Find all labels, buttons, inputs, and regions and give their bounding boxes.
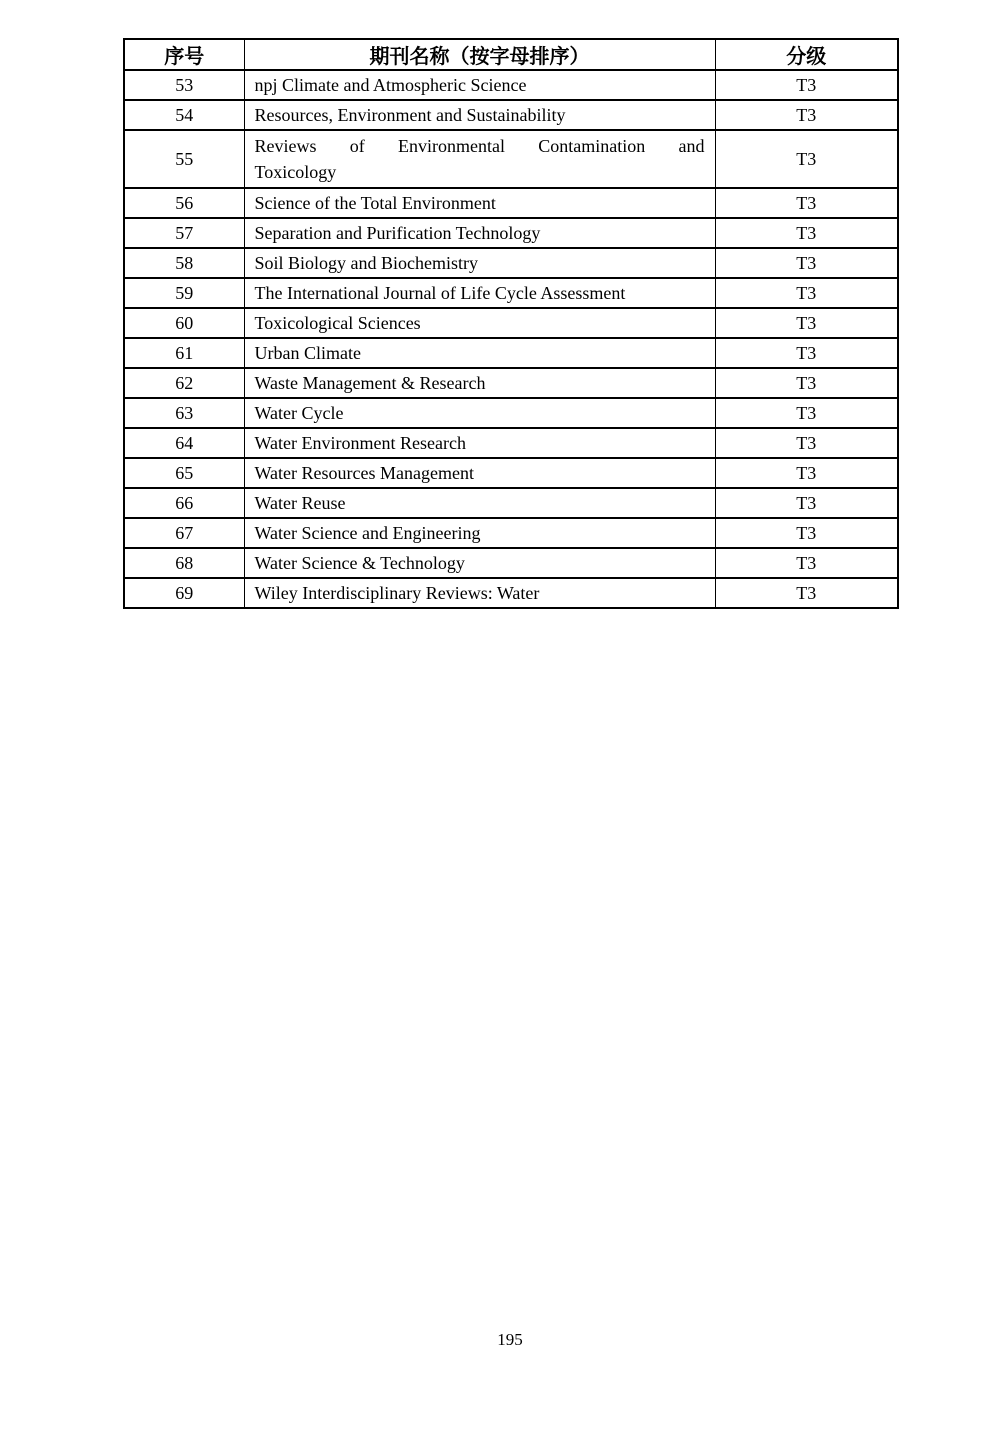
journal-name-cell: npj Climate and Atmospheric Science xyxy=(244,70,715,100)
row-number-cell: 63 xyxy=(124,398,244,428)
table-row xyxy=(124,130,898,188)
table-row xyxy=(124,428,898,458)
journal-name-cell: Separation and Purification Technology xyxy=(244,218,715,248)
table-row xyxy=(124,218,898,248)
column-header-journal-name: 期刊名称（按字母排序） xyxy=(244,39,715,70)
journal-name-cell: The International Journal of Life Cycle Assessment xyxy=(244,278,715,308)
journal-name-cell: Water Cycle xyxy=(244,398,715,428)
row-number-cell: 60 xyxy=(124,308,244,338)
row-number-cell: 64 xyxy=(124,428,244,458)
table-row xyxy=(124,338,898,368)
page-number: 195 xyxy=(497,1330,523,1349)
row-number-cell: 62 xyxy=(124,368,244,398)
journal-name-cell: Resources, Environment and Sustainability xyxy=(244,100,715,130)
journal-name-line1: Reviews of Environmental Contamination and xyxy=(254,136,705,156)
column-header-grade: 分级 xyxy=(715,39,898,70)
grade-cell: T3 xyxy=(715,488,898,518)
journal-grade-table xyxy=(123,38,899,609)
row-number-cell: 66 xyxy=(124,488,244,518)
table-row xyxy=(124,368,898,398)
table-row xyxy=(124,488,898,518)
grade-cell: T3 xyxy=(715,458,898,488)
table-row xyxy=(124,188,898,218)
journal-name-cell: Urban Climate xyxy=(244,338,715,368)
table-row xyxy=(124,458,898,488)
table-row xyxy=(124,578,898,608)
table-row xyxy=(124,248,898,278)
grade-cell: T3 xyxy=(715,248,898,278)
grade-cell: T3 xyxy=(715,188,898,218)
grade-cell: T3 xyxy=(715,278,898,308)
table-row xyxy=(124,548,898,578)
table-row xyxy=(124,100,898,130)
row-number-cell: 67 xyxy=(124,518,244,548)
row-number-cell: 59 xyxy=(124,278,244,308)
grade-cell: T3 xyxy=(715,518,898,548)
journal-name-cell: Science of the Total Environment xyxy=(244,188,715,218)
table-row xyxy=(124,70,898,100)
row-number-cell: 68 xyxy=(124,548,244,578)
journal-name-cell: Water Science and Engineering xyxy=(244,518,715,548)
journal-name-cell: Water Science & Technology xyxy=(244,548,715,578)
journal-name-cell xyxy=(244,130,715,188)
table-row xyxy=(124,398,898,428)
row-number-cell: 61 xyxy=(124,338,244,368)
grade-cell: T3 xyxy=(715,218,898,248)
row-number-cell: 53 xyxy=(124,70,244,100)
journal-name-cell: Wiley Interdisciplinary Reviews: Water xyxy=(244,578,715,608)
row-number-cell: 58 xyxy=(124,248,244,278)
journal-name-cell: Water Resources Management xyxy=(244,458,715,488)
column-header-number: 序号 xyxy=(124,39,244,70)
grade-cell: T3 xyxy=(715,100,898,130)
grade-cell: T3 xyxy=(715,428,898,458)
journal-name-cell: Soil Biology and Biochemistry xyxy=(244,248,715,278)
grade-cell: T3 xyxy=(715,548,898,578)
table-row xyxy=(124,308,898,338)
grade-cell: T3 xyxy=(715,308,898,338)
row-number-cell: 65 xyxy=(124,458,244,488)
table-header-row xyxy=(124,39,898,70)
row-number-cell: 57 xyxy=(124,218,244,248)
journal-name-line2: Toxicology xyxy=(254,162,337,182)
grade-cell: T3 xyxy=(715,70,898,100)
journal-name-cell: Toxicological Sciences xyxy=(244,308,715,338)
row-number-cell: 69 xyxy=(124,578,244,608)
row-number-cell: 54 xyxy=(124,100,244,130)
grade-cell: T3 xyxy=(715,398,898,428)
row-number-cell: 55 xyxy=(124,130,244,188)
grade-cell: T3 xyxy=(715,130,898,188)
grade-cell: T3 xyxy=(715,338,898,368)
journal-name-cell: Water Environment Research xyxy=(244,428,715,458)
table-row xyxy=(124,278,898,308)
table-row xyxy=(124,518,898,548)
row-number-cell: 56 xyxy=(124,188,244,218)
journal-name-cell: Water Reuse xyxy=(244,488,715,518)
grade-cell: T3 xyxy=(715,368,898,398)
grade-cell: T3 xyxy=(715,578,898,608)
journal-name-cell: Waste Management & Research xyxy=(244,368,715,398)
